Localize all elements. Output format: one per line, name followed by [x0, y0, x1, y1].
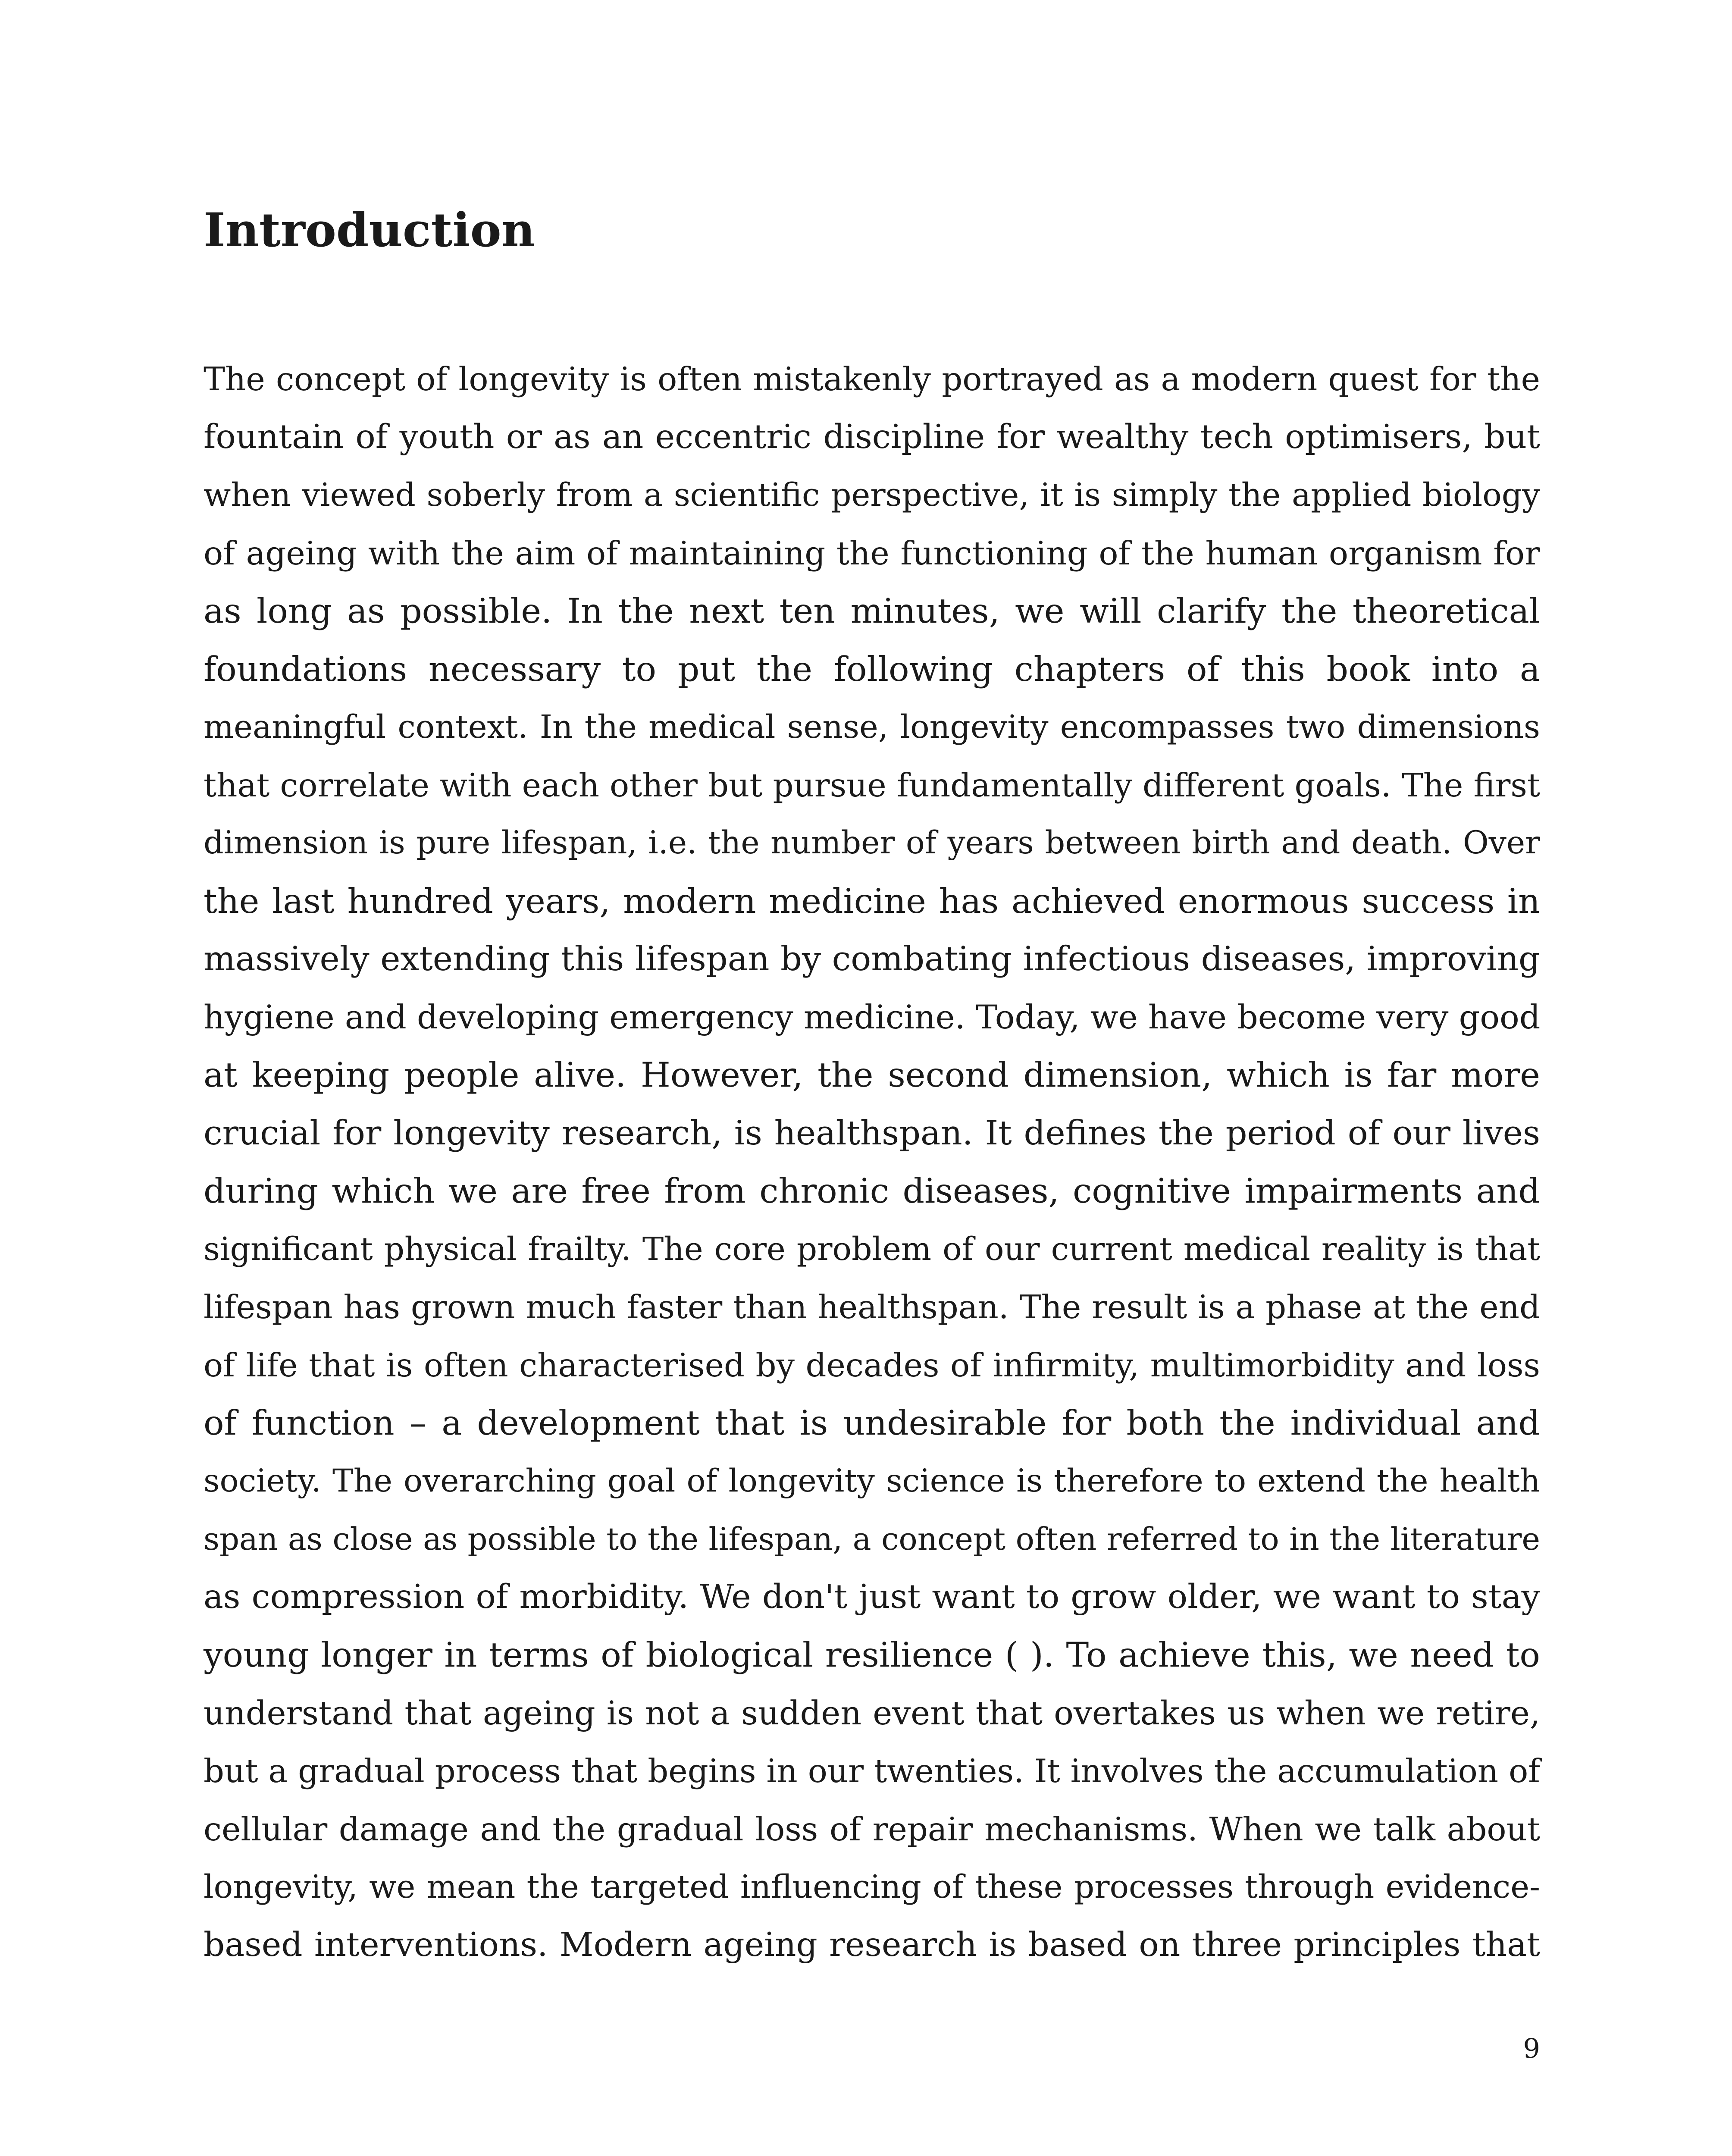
text-line: fountain of youth or as an eccentric discipline for wealthy tech optimisers, but	[204, 417, 1540, 456]
text-line: the last hundred years, modern medicine has achieved enormous success in	[204, 881, 1540, 921]
text-line: based interventions. Modern ageing research is based on three principles that	[204, 1925, 1540, 1964]
text-line: during which we are free from chronic diseases, cognitive impairments and	[204, 1171, 1540, 1211]
text-line: cellular damage and the gradual loss of repair mechanisms. When we talk about	[204, 1810, 1540, 1848]
body-paragraph	[204, 350, 1540, 1974]
text-line: longevity, we mean the targeted influencing of these processes through evidence-	[204, 1868, 1540, 1905]
text-line: young longer in terms of biological resilience ( ). To achieve this, we need to	[204, 1635, 1540, 1675]
text-line: but a gradual process that begins in our twenties. It involves the accumulation of	[204, 1752, 1540, 1790]
text-line: as compression of morbidity. We don't just want to grow older, we want to stay	[204, 1577, 1540, 1616]
text-line: at keeping people alive. However, the second dimension, which is far more	[204, 1055, 1540, 1095]
text-line: The concept of longevity is often mistakenly portrayed as a modern quest for the	[204, 360, 1540, 398]
text-line: dimension is pure lifespan, i.e. the number of years between birth and death. Over	[204, 824, 1540, 861]
text-line: as long as possible. In the next ten minutes, we will clarify the theoretical	[204, 591, 1540, 631]
text-line: massively extending this lifespan by combating infectious diseases, improving	[204, 940, 1540, 978]
text-line: crucial for longevity research, is healthspan. It defines the period of our lives	[204, 1113, 1540, 1153]
text-line: that correlate with each other but pursue fundamentally different goals. The first	[204, 766, 1540, 804]
text-line: meaningful context. In the medical sense, longevity encompasses two dimensions	[204, 708, 1540, 746]
text-line: when viewed soberly from a scientific perspective, it is simply the applied biology	[204, 476, 1540, 514]
section-title: Introduction	[204, 203, 536, 257]
text-line: of life that is often characterised by decades of infirmity, multimorbidity and loss	[204, 1346, 1540, 1384]
text-line: of function – a development that is undesirable for both the individual and	[204, 1403, 1540, 1443]
text-line: society. The overarching goal of longevity science is therefore to extend the health	[204, 1462, 1540, 1499]
text-line: foundations necessary to put the following chapters of this book into a	[204, 649, 1540, 689]
text-line: lifespan has grown much faster than healthspan. The result is a phase at the end	[204, 1288, 1540, 1326]
text-line: span as close as possible to the lifespan, a concept often referred to in the literature	[204, 1521, 1540, 1557]
page-number: 9	[1523, 2033, 1540, 2064]
text-line: hygiene and developing emergency medicine. Today, we have become very good	[204, 997, 1541, 1036]
text-line: understand that ageing is not a sudden event that overtakes us when we retire,	[204, 1693, 1540, 1732]
text-line: significant physical frailty. The core problem of our current medical reality is that	[204, 1230, 1540, 1268]
text-line: of ageing with the aim of maintaining the functioning of the human organism for	[204, 534, 1540, 572]
